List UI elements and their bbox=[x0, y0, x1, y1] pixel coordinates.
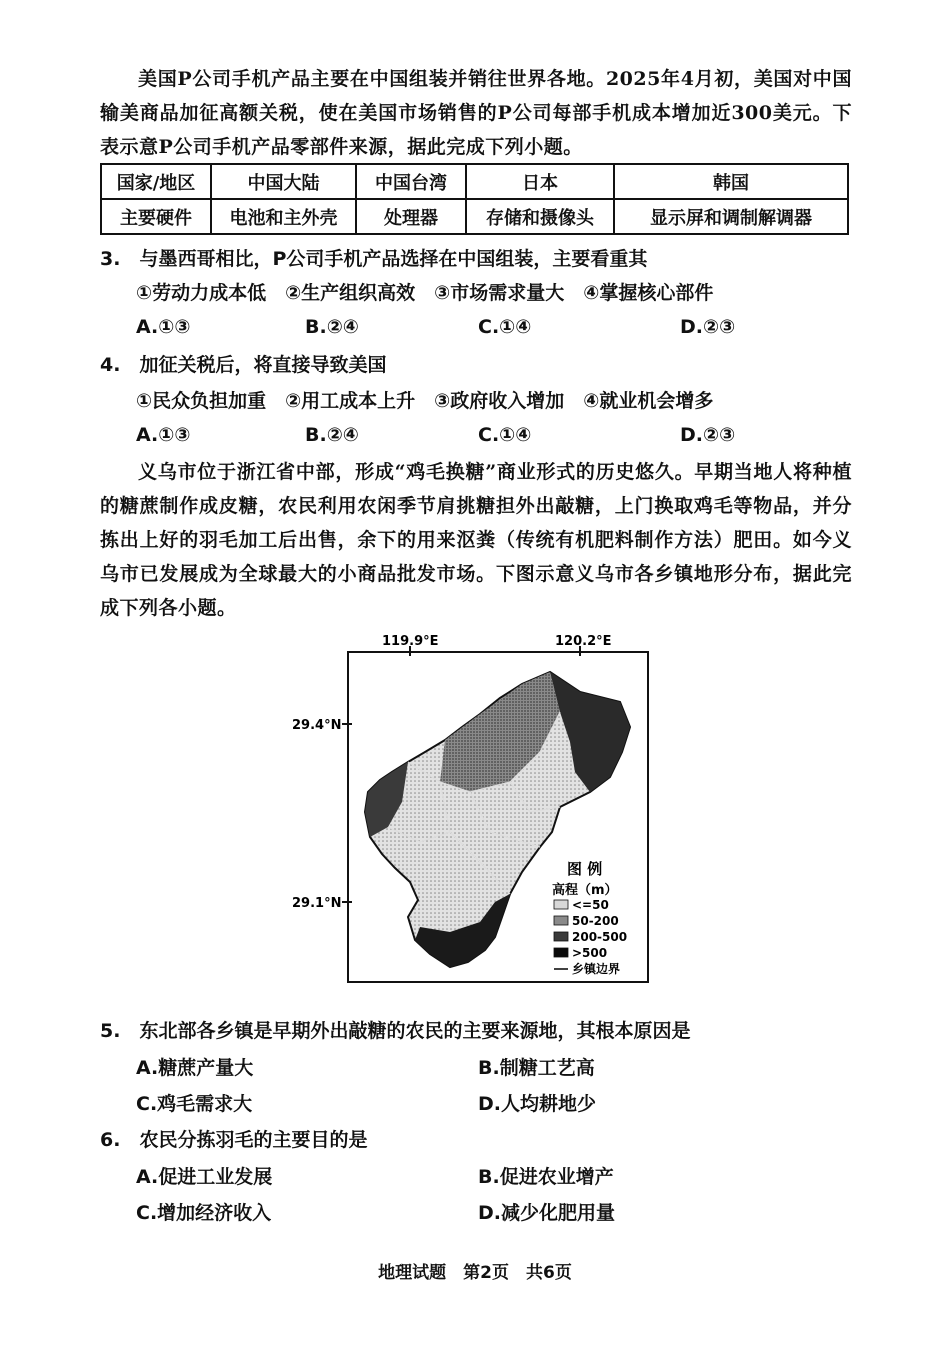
map-svg bbox=[290, 632, 660, 987]
question-5-option-d[interactable]: D.人均耕地少 bbox=[478, 1093, 596, 1115]
lon-label-west: 119.9°E bbox=[382, 634, 439, 649]
legend-label: 200-500 bbox=[572, 930, 628, 944]
table-cell: 中国台湾 bbox=[356, 164, 466, 199]
legend-subtitle: 高程（m） bbox=[552, 883, 618, 898]
question-5-option-a[interactable]: A.糖蔗产量大 bbox=[136, 1057, 254, 1079]
question-3-stem: 3. 与墨西哥相比，P公司手机产品选择在中国组装，主要看重其 bbox=[100, 248, 648, 270]
question-6-option-a[interactable]: A.促进工业发展 bbox=[136, 1166, 273, 1188]
yiwu-terrain-map bbox=[290, 632, 660, 987]
table-cell: 处理器 bbox=[356, 199, 466, 234]
legend-label: <=50 bbox=[572, 898, 609, 912]
lon-label-east: 120.2°E bbox=[555, 634, 612, 649]
table-cell: 中国大陆 bbox=[211, 164, 356, 199]
legend-label: >500 bbox=[572, 946, 608, 960]
parts-source-table bbox=[100, 163, 849, 235]
table-cell: 日本 bbox=[466, 164, 614, 199]
table-cell: 韩国 bbox=[614, 164, 848, 199]
question-4-option-d[interactable]: D.②③ bbox=[680, 424, 736, 446]
question-5-option-b[interactable]: B.制糖工艺高 bbox=[478, 1057, 595, 1079]
question-4-statements: ①民众负担加重 ②用工成本上升 ③政府收入增加 ④就业机会增多 bbox=[136, 390, 714, 412]
question-4-stem: 4. 加征关税后，将直接导致美国 bbox=[100, 354, 387, 376]
question-5-stem: 5. 东北部各乡镇是早期外出敲糖的农民的主要来源地，其根本原因是 bbox=[100, 1020, 691, 1042]
legend-boundary-label: 乡镇边界 bbox=[572, 962, 621, 976]
question-4-option-b[interactable]: B.②④ bbox=[305, 424, 359, 446]
legend-label: 50-200 bbox=[572, 914, 619, 928]
table-cell: 电池和主外壳 bbox=[211, 199, 356, 234]
table-cell: 显示屏和调制解调器 bbox=[614, 199, 848, 234]
page-footer: 地理试题 第2页 共6页 bbox=[378, 1263, 572, 1283]
question-3-option-d[interactable]: D.②③ bbox=[680, 316, 736, 338]
legend-swatch bbox=[554, 932, 568, 941]
question-6-option-c[interactable]: C.增加经济收入 bbox=[136, 1202, 272, 1224]
question-5-option-c[interactable]: C.鸡毛需求大 bbox=[136, 1093, 253, 1115]
table-cell: 主要硬件 bbox=[101, 199, 211, 234]
intro-paragraph-1: 美国P公司手机产品主要在中国组装并销往世界各地。2025年4月初，美国对中国输美商品加征高额关税，使在美国市场销售的P公司每部手机成本增加近300美元。下表示意P公司手机产品零部件来源，据此完成下列小题。 bbox=[100, 68, 852, 158]
question-3-option-b[interactable]: B.②④ bbox=[305, 316, 359, 338]
question-6-option-b[interactable]: B.促进农业增产 bbox=[478, 1166, 614, 1188]
legend-swatch bbox=[554, 916, 568, 925]
question-3-option-a[interactable]: A.①③ bbox=[136, 316, 191, 338]
table-row bbox=[101, 199, 848, 234]
legend-swatch bbox=[554, 948, 568, 957]
question-3-statements: ①劳动力成本低 ②生产组织高效 ③市场需求量大 ④掌握核心部件 bbox=[136, 282, 714, 304]
question-4-option-c[interactable]: C.①④ bbox=[478, 424, 532, 446]
question-6-option-d[interactable]: D.减少化肥用量 bbox=[478, 1202, 615, 1224]
legend-title: 图 例 bbox=[567, 860, 603, 878]
lat-label-south: 29.1°N bbox=[292, 896, 342, 911]
table-header-row bbox=[101, 164, 848, 199]
lat-label-north: 29.4°N bbox=[292, 718, 342, 733]
table-cell: 国家/地区 bbox=[101, 164, 211, 199]
question-3-option-c[interactable]: C.①④ bbox=[478, 316, 532, 338]
legend-swatch bbox=[554, 900, 568, 909]
intro-paragraph-2: 义乌市位于浙江省中部，形成“鸡毛换糖”商业形式的历史悠久。早期当地人将种植的糖蔗制作成皮糖，农民利用农闲季节肩挑糖担外出敲糖，上门换取鸡毛等物品，并分拣出上好的羽毛加工后出售，余下的用来沤粪（传统有机肥料制作方法）肥田。如今义乌市已发展成为全球最大的小商品批发市场。下图示意义乌市各乡镇地形分布，据此完成下列各小题。 bbox=[100, 461, 852, 619]
table-cell: 存储和摄像头 bbox=[466, 199, 614, 234]
question-4-option-a[interactable]: A.①③ bbox=[136, 424, 191, 446]
question-6-stem: 6. 农民分拣羽毛的主要目的是 bbox=[100, 1129, 368, 1151]
